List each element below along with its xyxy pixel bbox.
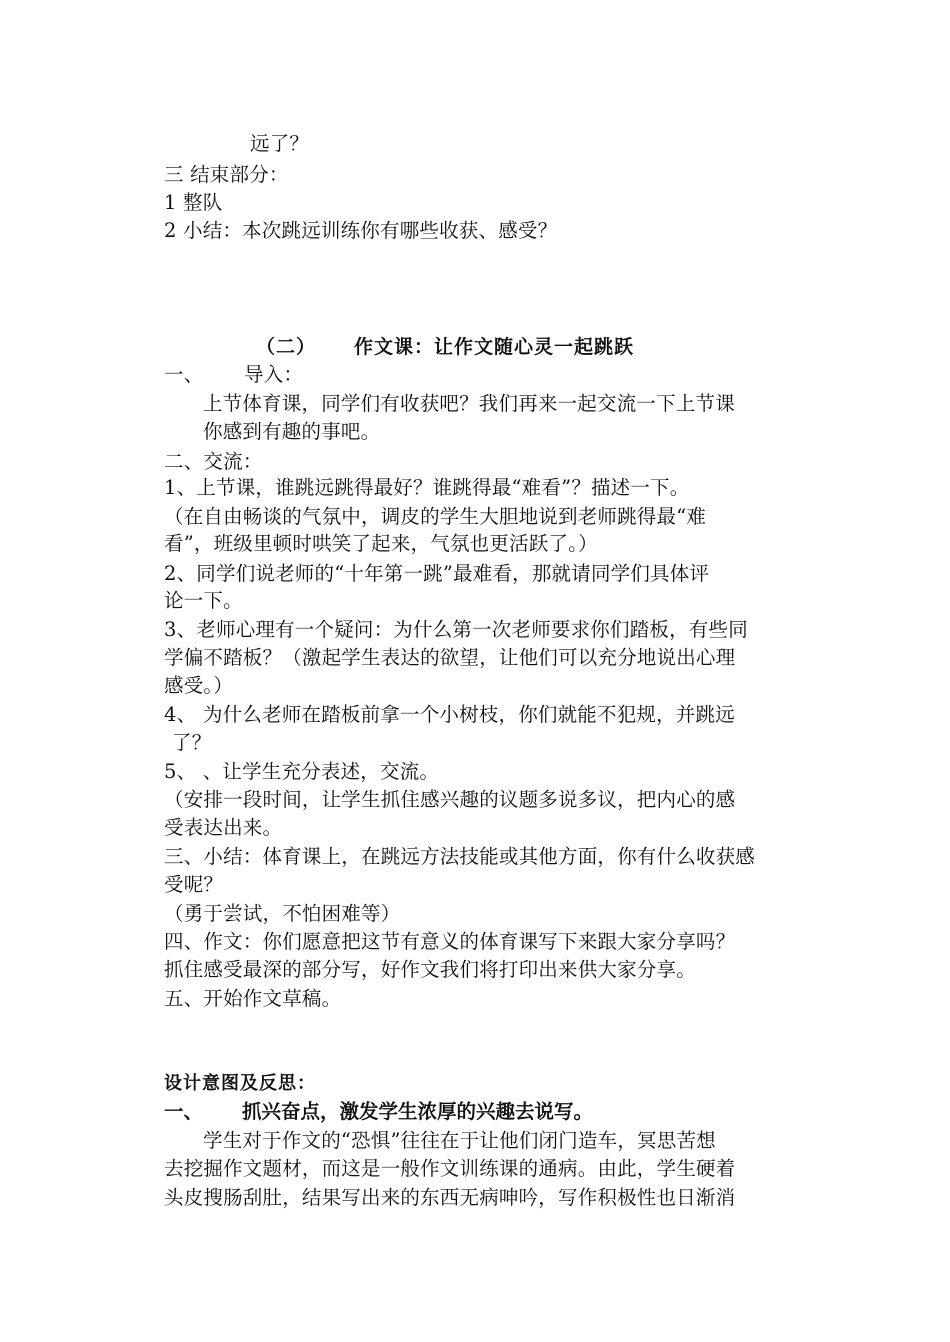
text-line: 上节体育课，同学们有收获吧？我们再来一起交流一下上节课 <box>203 392 735 415</box>
section-heading-title: 作文课：让作文随心灵一起跳跃 <box>354 336 635 358</box>
text-line: 了？ <box>172 731 212 754</box>
paragraph-line: 学生对于作文的“恐惧”往往在于让他们闭门造车，冥思苦想 <box>203 1129 716 1152</box>
paragraph-line: 去挖掘作文题材，而这是一般作文训练课的通病。由此，学生硬着 <box>164 1157 736 1180</box>
text-line: 受呢？ <box>164 873 224 896</box>
text-line: 你感到有趣的事吧。 <box>203 420 381 443</box>
text-line: （安排一段时间，让学生抓住感兴趣的议题多说多议，把内心的感 <box>164 788 736 811</box>
section-title: 设计意图及反思： <box>164 1073 316 1094</box>
text-line: 2、同学们说老师的“十年第一跳”最难看，那就请同学们具体评 <box>164 562 710 585</box>
list-item-number: 4、 <box>164 703 197 726</box>
subsection-number: 一、 <box>164 1100 204 1123</box>
text-line: 二、交流： <box>164 450 263 473</box>
text-line: 五、开始作文草稿。 <box>164 987 342 1010</box>
subsection-title: 抓兴奋点，激发学生浓厚的兴趣去说写。 <box>242 1100 594 1123</box>
text-line: 远了？ <box>250 132 310 155</box>
text-line: 论一下。 <box>164 589 243 612</box>
text-line: 1 整队 <box>164 191 223 214</box>
list-item <box>164 363 303 387</box>
text-line: （在自由畅谈的气氛中，调皮的学生大胆地说到老师跳得最“难 <box>164 505 707 528</box>
text-line: 1、上节课，谁跳远跳得最好？谁跳得最“难看”？描述一下。 <box>164 476 690 499</box>
paragraph-line: 头皮搜肠刮肚，结果写出来的东西无病呻吟，写作积极性也日渐消 <box>164 1186 736 1209</box>
subsection-heading <box>164 1100 593 1124</box>
text-line: 三 结束部分： <box>164 163 289 186</box>
text-line: 看”，班级里顿时哄笑了起来，气氛也更活跃了。） <box>164 532 598 555</box>
text-line: 三、小结：体育课上，在跳远方法技能或其他方面，你有什么收获感 <box>164 845 756 868</box>
list-item-number: 一、 <box>164 363 204 386</box>
list-item-text: 导入： <box>244 363 304 386</box>
text-line: 四、作文：你们愿意把这节有意义的体育课写下来跟大家分享吗？ <box>164 930 736 953</box>
text-line: 抓住感受最深的部分写，好作文我们将打印出来供大家分享。 <box>164 958 696 981</box>
text-line: （勇于尝试，不怕困难等） <box>164 902 401 925</box>
section-heading <box>256 335 634 359</box>
text-line: 5、 、让学生充分表述，交流。 <box>164 760 440 783</box>
list-item <box>164 703 735 727</box>
text-line: 学偏不踏板？（激起学生表达的欲望，让他们可以充分地说出心理 <box>164 646 736 669</box>
list-item-text: 为什么老师在踏板前拿一个小树枝，你们就能不犯规，并跳远 <box>203 703 735 726</box>
text-line: 2 小结：本次跳远训练你有哪些收获、感受？ <box>164 219 558 242</box>
text-line: 感受。） <box>164 674 234 697</box>
text-line: 3、老师心理有一个疑问：为什么第一次老师要求你们踏板，有些同 <box>164 618 748 641</box>
text-line: 受表达出来。 <box>164 816 283 839</box>
section-heading-number: （二） <box>256 336 317 358</box>
